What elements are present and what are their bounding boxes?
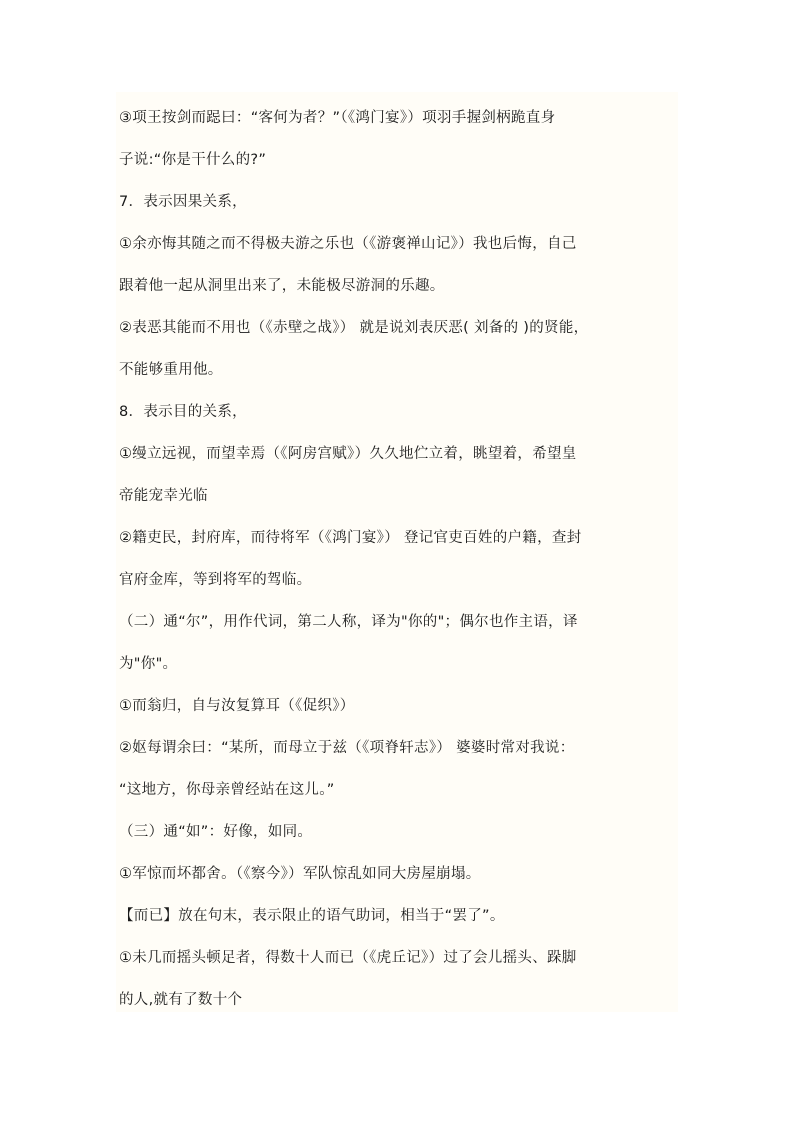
text-line: ①军惊而坏都舍。（《察今》）军队惊乱如同大房屋崩塌。 xyxy=(119,866,481,882)
section-heading: 7．表示因果关系， xyxy=(119,194,247,210)
text-line: ①余亦悔其随之而不得极夫游之乐也（《游褒禅山记》）我也后悔，自己 xyxy=(119,236,577,252)
section-heading: 8．表示目的关系， xyxy=(119,404,247,420)
text-line: 不能够重用他。 xyxy=(119,362,223,378)
text-line: 跟着他一起从洞里出来了，未能极尽游洞的乐趣。 xyxy=(119,278,445,294)
document-body xyxy=(116,92,678,1012)
text-line: ②妪每谓余曰：“某所，而母立于兹（《项脊轩志》） 婆婆时常对我说： xyxy=(119,740,575,756)
text-line: ①缦立远视，而望幸焉（《阿房宫赋》）久久地伫立着，眺望着，希望皇 xyxy=(119,446,577,462)
section-heading: （二）通“尔”，用作代词，第二人称，译为"你的"；偶尔也作主语，译 xyxy=(119,614,578,630)
section-heading: （三）通“如”：好像，如同。 xyxy=(119,824,313,840)
text-line: 的人,就有了数十个 xyxy=(119,992,243,1008)
text-line: 帝能宠幸光临 xyxy=(119,488,208,504)
text-line: ①而翁归，自与汝复算耳（《促织》） xyxy=(119,698,355,714)
text-line: 子说:“你是干什么的?” xyxy=(119,152,267,168)
text-line: 为"你"。 xyxy=(119,656,178,672)
section-heading: 【而已】放在句末，表示限止的语气助词，相当于“罢了”。 xyxy=(119,908,505,924)
text-line: ②籍吏民，封府库，而待将军（《鸿门宴》） 登记官吏百姓的户籍，查封 xyxy=(119,530,582,546)
text-line: ③项王按剑而跽曰：“客何为者？”（《鸿门宴》）项羽手握剑柄跪直身 xyxy=(119,110,556,126)
text-line: “这地方，你母亲曾经站在这儿。” xyxy=(119,782,335,798)
text-line: ②表恶其能而不用也（《赤壁之战》） 就是说刘表厌恶( 刘备的 )的贤能， xyxy=(119,320,589,336)
text-line: ①未几而摇头顿足者，得数十人而已（《虎丘记》）过了会儿摇头、跺脚 xyxy=(119,950,577,966)
text-line: 官府金库，等到将军的驾临。 xyxy=(119,572,312,588)
